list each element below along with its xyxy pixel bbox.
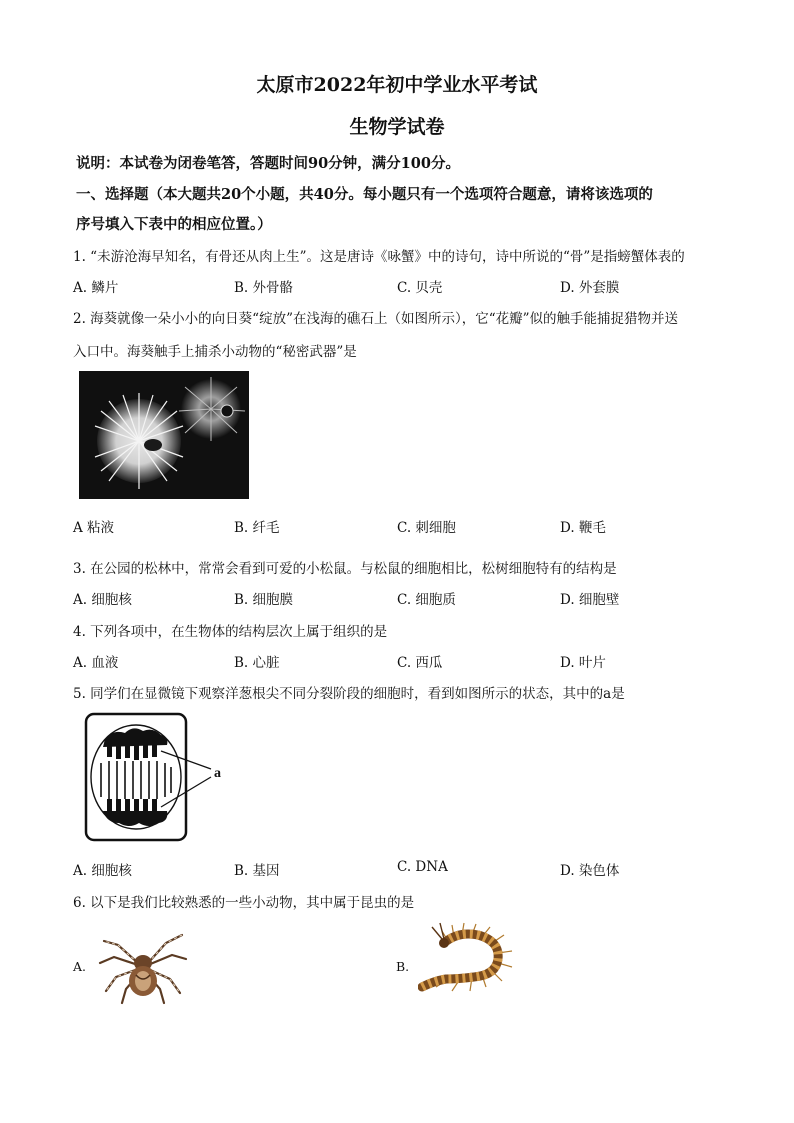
- question-2-option-a: A 粘液: [73, 520, 115, 536]
- figure-label-a: a: [214, 766, 221, 781]
- question-1-option-d: D. 外套膜: [560, 280, 620, 296]
- question-6-text: 6. 以下是我们比较熟悉的一些小动物，其中属于昆虫的是: [73, 895, 415, 911]
- question-1-option-b: B. 外骨骼: [234, 280, 294, 296]
- question-6-option-b: B.: [396, 959, 410, 974]
- question-4-option-a: A. 血液: [73, 655, 119, 671]
- question-3-option-d: D. 细胞壁: [560, 592, 620, 608]
- sea-anemone-image: [79, 371, 249, 499]
- question-6-option-a: A.: [73, 959, 87, 974]
- question-2-text-line1: 2. 海葵就像一朵小小的向日葵“绽放”在浅海的礁石上（如图所示），它“花瓣”似的触手能捕捉猎物并送: [73, 311, 679, 327]
- spider-image: [96, 923, 188, 1007]
- page-subtitle: 生物学试卷: [349, 116, 445, 138]
- question-2-option-b: B. 纤毛: [234, 520, 280, 536]
- page-title: 太原市2022年初中学业水平考试: [256, 74, 538, 96]
- question-4-text: 4. 下列各项中，在生物体的结构层次上属于组织的是: [73, 624, 388, 640]
- question-1-option-c: C. 贝壳: [397, 280, 443, 296]
- centipede-image: [418, 921, 514, 1005]
- section-heading-line2: 序号填入下表中的相应位置。）: [76, 216, 272, 233]
- question-2-option-c: C. 刺细胞: [397, 520, 456, 536]
- question-3-option-b: B. 细胞膜: [234, 592, 294, 608]
- question-4-option-d: D. 叶片: [560, 655, 606, 671]
- question-5-option-c: C. DNA: [397, 859, 448, 875]
- question-5-option-b: B. 基因: [234, 863, 280, 879]
- question-1-text: 1. “未游沧海早知名，有骨还从肉上生”。这是唐诗《咏蟹》中的诗句，诗中所说的“骨”是指螃蟹体表的: [73, 249, 685, 265]
- question-5-option-a: A. 细胞核: [73, 863, 132, 879]
- cell-division-figure: [83, 711, 233, 845]
- question-5-text: 5. 同学们在显微镜下观察洋葱根尖不同分裂阶段的细胞时，看到如图所示的状态，其中的a是: [73, 686, 625, 702]
- question-2-text-line2: 入口中。海葵触手上捕杀小动物的“秘密武器”是: [73, 344, 357, 360]
- question-3-option-c: C. 细胞质: [397, 592, 456, 608]
- question-1-option-a: A. 鳞片: [73, 280, 119, 296]
- question-3-text: 3. 在公园的松林中，常常会看到可爱的小松鼠。与松鼠的细胞相比，松树细胞特有的结构是: [73, 561, 617, 577]
- question-4-option-b: B. 心脏: [234, 655, 280, 671]
- section-heading-line1: 一、选择题（本大题共20个小题，共40分。每小题只有一个选项符合题意，请将该选项的: [76, 186, 653, 203]
- exam-note: 说明：本试卷为闭卷笔答，答题时间90分钟，满分100分。: [76, 155, 460, 172]
- question-2-option-d: D. 鞭毛: [560, 520, 606, 536]
- question-4-option-c: C. 西瓜: [397, 655, 443, 671]
- question-3-option-a: A. 细胞核: [73, 592, 132, 608]
- question-5-option-d: D. 染色体: [560, 863, 620, 879]
